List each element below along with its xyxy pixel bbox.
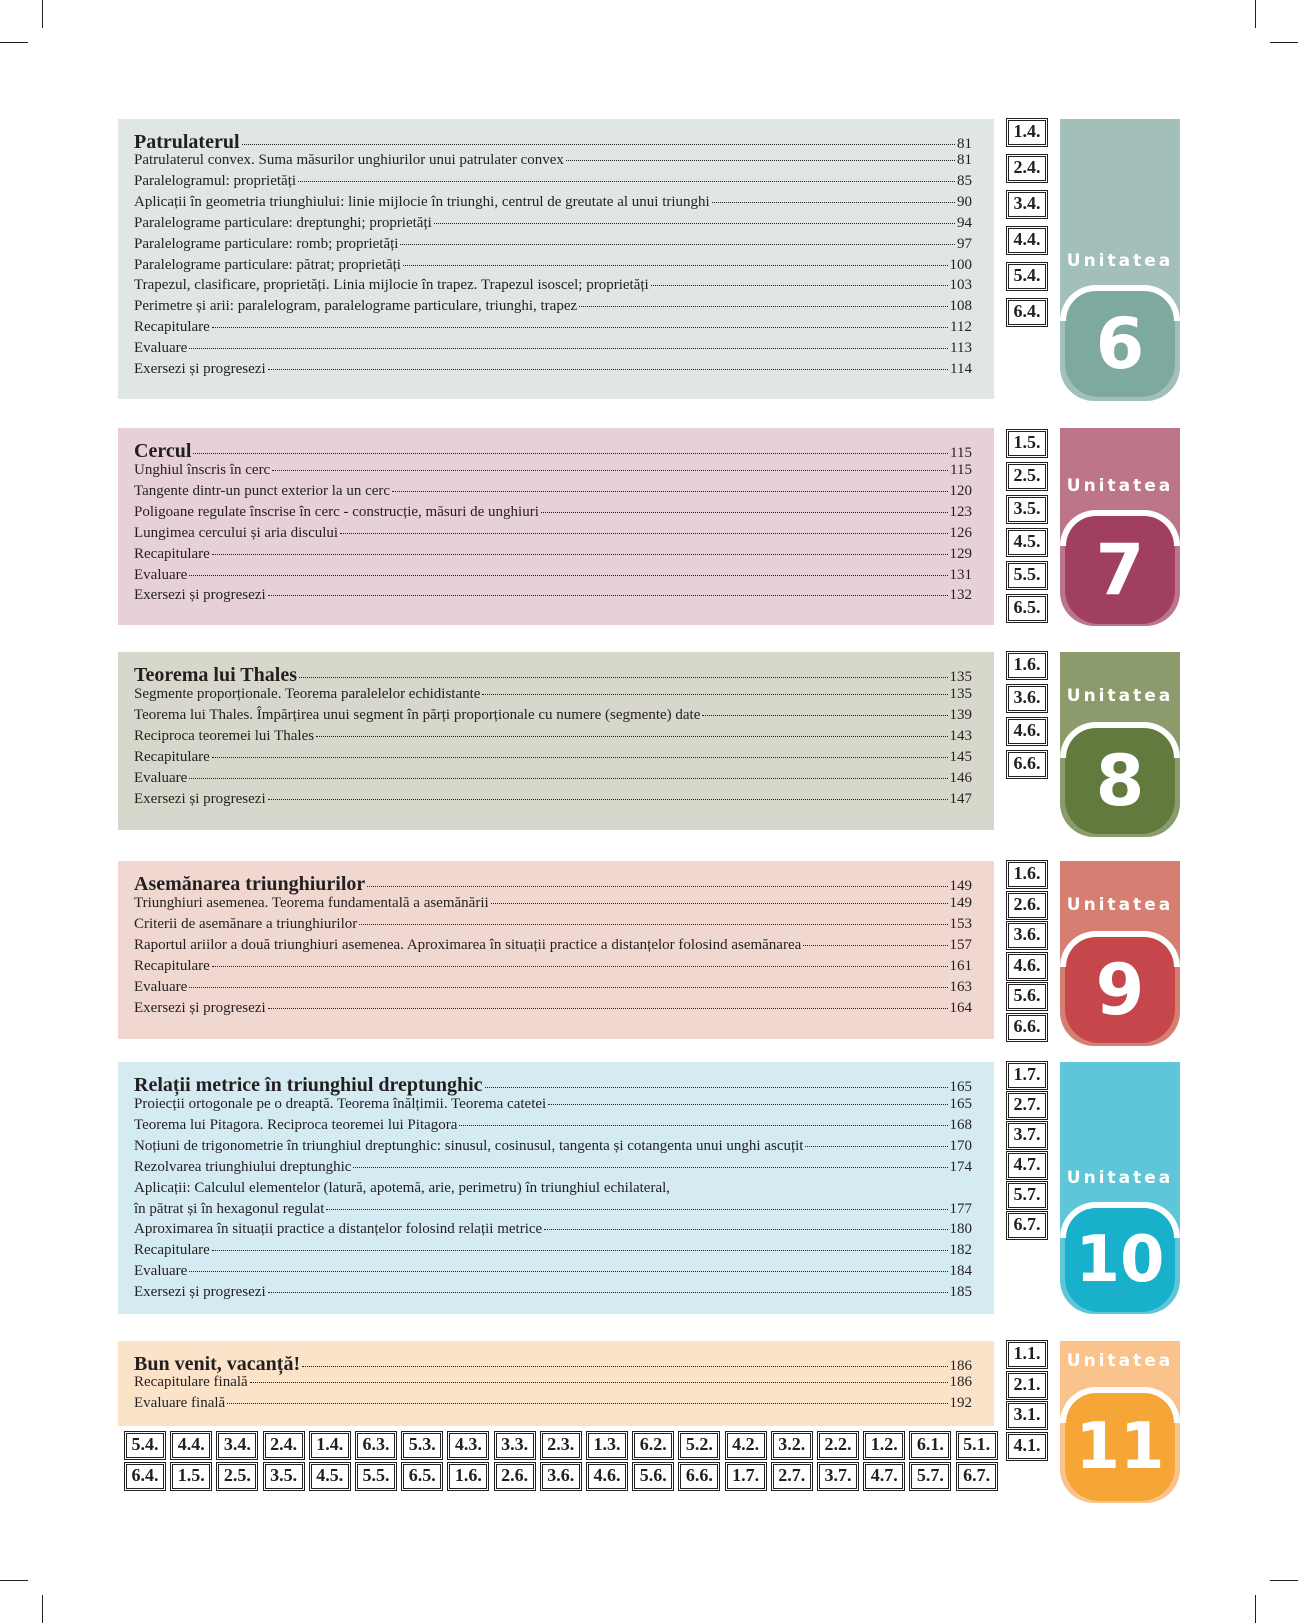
toc-entry[interactable] bbox=[134, 1263, 972, 1280]
entry-title: Paralelograme particulare: pătrat; proprietăți bbox=[134, 256, 401, 273]
competency-badge: 1.7. bbox=[1008, 1063, 1046, 1088]
competency-badge: 2.4. bbox=[265, 1433, 303, 1458]
dot-leader bbox=[579, 305, 947, 307]
toc-entry[interactable] bbox=[134, 277, 972, 294]
entry-title: Exersezi și progresezi bbox=[134, 790, 266, 807]
toc-entry[interactable] bbox=[134, 215, 972, 232]
toc-entry[interactable] bbox=[134, 298, 972, 315]
competency-badge: 3.2. bbox=[773, 1433, 811, 1458]
unit-label: Unitatea bbox=[1066, 476, 1174, 496]
toc-entry[interactable] bbox=[134, 1201, 972, 1218]
unit-number: 8 bbox=[1065, 728, 1175, 834]
dot-leader bbox=[227, 1402, 947, 1404]
toc-entry[interactable] bbox=[134, 194, 972, 211]
toc-entry[interactable] bbox=[134, 1180, 972, 1197]
toc-entry[interactable] bbox=[134, 587, 972, 604]
toc-entry[interactable] bbox=[134, 1117, 972, 1134]
dot-leader bbox=[392, 490, 947, 492]
page-number: 185 bbox=[949, 1284, 972, 1301]
unit-number: 9 bbox=[1065, 937, 1175, 1043]
entry-title: Evaluare bbox=[134, 769, 188, 786]
competency-badge: 5.3. bbox=[403, 1433, 441, 1458]
crop-mark bbox=[1255, 0, 1256, 28]
unit-title-row[interactable] bbox=[134, 1353, 972, 1376]
entry-title: Rezolvarea triunghiului dreptunghic bbox=[134, 1158, 352, 1175]
toc-entry[interactable] bbox=[134, 152, 972, 169]
competency-badge: 5.1. bbox=[958, 1433, 996, 1458]
entry-title: Proiecții ortogonale pe o dreaptă. Teorema înălțimii. Teorema catetei bbox=[134, 1096, 547, 1112]
page-number: 90 bbox=[957, 193, 972, 210]
competency-badge: 6.5. bbox=[1008, 596, 1046, 621]
dot-leader bbox=[189, 777, 947, 779]
competency-badge: 5.7. bbox=[911, 1464, 949, 1489]
competency-badge: 4.1. bbox=[1008, 1434, 1046, 1459]
crop-mark bbox=[1270, 42, 1298, 43]
competency-badge: 3.6. bbox=[1008, 923, 1046, 948]
page-number: 131 bbox=[949, 566, 972, 583]
page-number: 149 bbox=[949, 895, 972, 911]
page-number: 149 bbox=[949, 878, 972, 894]
competency-badge: 5.6. bbox=[634, 1464, 672, 1489]
toc-entry[interactable] bbox=[134, 979, 972, 996]
dot-leader bbox=[189, 1270, 947, 1272]
competency-badge: 5.6. bbox=[1008, 984, 1046, 1009]
competency-badge: 3.7. bbox=[1008, 1123, 1046, 1148]
toc-entry[interactable] bbox=[134, 483, 972, 500]
page-number: 94 bbox=[957, 214, 972, 231]
page-number: 177 bbox=[949, 1200, 972, 1217]
competency-badge: 1.4. bbox=[1008, 120, 1046, 145]
entry-title: Recapitulare bbox=[134, 1242, 210, 1259]
toc-box bbox=[118, 652, 994, 830]
toc-box bbox=[118, 1062, 994, 1314]
toc-entry[interactable] bbox=[134, 937, 972, 954]
entry-title: Evaluare bbox=[134, 566, 188, 583]
competency-badge: 1.6. bbox=[1008, 653, 1046, 678]
dot-leader bbox=[566, 159, 955, 161]
page-number: 192 bbox=[949, 1394, 972, 1411]
page-number: 147 bbox=[949, 790, 972, 807]
dot-leader bbox=[299, 676, 948, 678]
dot-leader bbox=[250, 1381, 948, 1383]
toc-entry[interactable] bbox=[134, 916, 972, 933]
toc-entry[interactable] bbox=[134, 1242, 972, 1259]
entry-title: Teorema lui Thales. Împărțirea unui segment în părți proporționale cu numere (segmente) date bbox=[134, 706, 701, 723]
dot-leader bbox=[189, 986, 947, 988]
competency-badge: 1.5. bbox=[1008, 431, 1046, 456]
toc-entry[interactable] bbox=[134, 728, 972, 745]
page-number: 132 bbox=[949, 587, 972, 604]
competency-badge: 6.7. bbox=[1008, 1213, 1046, 1238]
entry-title: Tangente dintr-un punct exterior la un cerc bbox=[134, 482, 391, 499]
crop-mark bbox=[1270, 1580, 1298, 1581]
entry-title: Paralelograme particulare: romb; proprietăți bbox=[134, 235, 399, 252]
toc-entry[interactable] bbox=[134, 1284, 972, 1301]
unit-title-row[interactable] bbox=[134, 440, 972, 463]
page-number: 165 bbox=[949, 1079, 972, 1095]
entry-title: Evaluare finală bbox=[134, 1394, 226, 1411]
dot-leader bbox=[434, 222, 955, 224]
page-number: 163 bbox=[949, 978, 972, 995]
dot-leader bbox=[326, 1208, 947, 1210]
unit-tab[interactable] bbox=[1060, 428, 1180, 626]
unit-tab[interactable] bbox=[1060, 861, 1180, 1046]
competency-badge: 2.4. bbox=[1008, 156, 1046, 181]
unit-label: Unitatea bbox=[1066, 1351, 1174, 1371]
dot-leader bbox=[400, 243, 955, 245]
page-number: 115 bbox=[950, 445, 972, 461]
page-number: 135 bbox=[949, 669, 972, 685]
entry-title: Recapitulare bbox=[134, 545, 210, 562]
entry-title: Evaluare bbox=[134, 340, 188, 357]
page-number: 186 bbox=[949, 1374, 972, 1390]
page-number: 146 bbox=[949, 769, 972, 786]
competency-badge: 3.5. bbox=[1008, 497, 1046, 522]
competency-badge: 4.5. bbox=[1008, 530, 1046, 555]
crop-mark bbox=[1255, 1595, 1256, 1623]
unit-tab[interactable] bbox=[1060, 119, 1180, 401]
unit-title: Cercul bbox=[134, 440, 192, 462]
toc-entry[interactable] bbox=[134, 361, 972, 378]
competency-badge: 4.5. bbox=[311, 1464, 349, 1489]
entry-title: Exersezi și progresezi bbox=[134, 1284, 266, 1301]
page-number: 182 bbox=[949, 1242, 972, 1259]
dot-leader bbox=[212, 1249, 948, 1251]
dot-leader bbox=[268, 798, 948, 800]
competency-badge: 6.6. bbox=[680, 1464, 718, 1489]
page-number: 145 bbox=[949, 748, 972, 765]
entry-title: Patrulaterul convex. Suma măsurilor unghiurilor unui patrulater convex bbox=[134, 152, 564, 168]
dot-leader bbox=[544, 1228, 947, 1230]
dot-leader bbox=[651, 284, 948, 286]
competency-badge: 1.4. bbox=[311, 1433, 349, 1458]
page-number: 135 bbox=[949, 686, 972, 702]
dot-leader bbox=[805, 1145, 947, 1147]
page-number: 81 bbox=[957, 136, 972, 152]
competency-badge: 5.5. bbox=[1008, 563, 1046, 588]
page-number: 81 bbox=[957, 152, 972, 168]
competency-badge: 2.5. bbox=[218, 1464, 256, 1489]
competency-badge: 2.1. bbox=[1008, 1373, 1046, 1398]
dot-leader bbox=[298, 180, 955, 182]
entry-title: Perimetre și arii: paralelogram, paralelograme particulare, triunghi, trapez bbox=[134, 298, 578, 315]
competency-badge: 6.7. bbox=[958, 1464, 996, 1489]
unit-label: Unitatea bbox=[1066, 895, 1174, 915]
unit-number: 10 bbox=[1065, 1208, 1175, 1312]
competency-badge: 6.1. bbox=[911, 1433, 949, 1458]
competency-badge: 5.5. bbox=[357, 1464, 395, 1489]
unit-title-row[interactable] bbox=[134, 131, 972, 154]
toc-entry[interactable] bbox=[134, 257, 972, 274]
toc-entry[interactable] bbox=[134, 525, 972, 542]
unit-title: Patrulaterul bbox=[134, 131, 240, 153]
competency-badge: 4.7. bbox=[1008, 1153, 1046, 1178]
entry-title: Unghiul înscris în cerc bbox=[134, 462, 271, 478]
toc-entry[interactable] bbox=[134, 749, 972, 766]
page-number: 108 bbox=[949, 298, 972, 315]
toc-entry[interactable] bbox=[134, 895, 972, 912]
competency-badge: 6.4. bbox=[126, 1464, 164, 1489]
dot-leader bbox=[268, 594, 948, 596]
entry-title: în pătrat și în hexagonul regulat bbox=[134, 1200, 325, 1217]
competency-badge: 1.2. bbox=[865, 1433, 903, 1458]
toc-entry[interactable] bbox=[134, 1221, 972, 1238]
dot-leader bbox=[189, 347, 948, 349]
entry-title: Paralelograme particulare: dreptunghi; proprietăți bbox=[134, 214, 432, 231]
entry-title: Paralelogramul: proprietăți bbox=[134, 172, 297, 189]
entry-title: Recapitulare finală bbox=[134, 1374, 248, 1390]
page-number: 184 bbox=[949, 1263, 972, 1280]
competency-badge: 3.6. bbox=[542, 1464, 580, 1489]
competency-badge: 4.3. bbox=[449, 1433, 487, 1458]
competency-badge: 6.5. bbox=[403, 1464, 441, 1489]
entry-title: Teorema lui Pitagora. Reciproca teoremei lui Pitagora bbox=[134, 1116, 458, 1133]
toc-entry[interactable] bbox=[134, 462, 972, 479]
toc-entry[interactable] bbox=[134, 567, 972, 584]
toc-entry[interactable] bbox=[134, 791, 972, 808]
unit-label: Unitatea bbox=[1066, 1168, 1174, 1188]
entry-title: Exersezi și progresezi bbox=[134, 999, 266, 1016]
unit-number: 6 bbox=[1065, 291, 1175, 397]
unit-title: Asemănarea triunghiurilor bbox=[134, 873, 366, 895]
entry-title: Exersezi și progresezi bbox=[134, 361, 266, 377]
toc-entry[interactable] bbox=[134, 1000, 972, 1017]
dot-leader bbox=[403, 264, 948, 266]
page-number: 143 bbox=[949, 727, 972, 744]
competency-badge: 2.5. bbox=[1008, 464, 1046, 489]
entry-title: Recapitulare bbox=[134, 319, 210, 336]
page-number: 103 bbox=[949, 277, 972, 294]
unit-number: 11 bbox=[1065, 1393, 1175, 1501]
toc-box bbox=[118, 428, 994, 625]
page-number: 85 bbox=[957, 172, 972, 189]
page-number: 165 bbox=[949, 1096, 972, 1112]
page-number: 114 bbox=[950, 361, 972, 377]
competency-badge: 4.6. bbox=[1008, 719, 1046, 744]
entry-title: Triunghiuri asemenea. Teorema fundamentală a asemănării bbox=[134, 895, 489, 911]
toc-entry[interactable] bbox=[134, 546, 972, 563]
crop-mark bbox=[0, 1580, 28, 1581]
dot-leader bbox=[353, 1166, 947, 1168]
toc-entry[interactable] bbox=[134, 319, 972, 336]
dot-leader bbox=[212, 326, 948, 328]
dot-leader bbox=[459, 1124, 947, 1126]
toc-entry[interactable] bbox=[134, 1374, 972, 1391]
competency-badge: 3.5. bbox=[265, 1464, 303, 1489]
entry-title: Aproximarea în situații practice a distanțelor folosind relații metrice bbox=[134, 1221, 543, 1238]
entry-title: Poligoane regulate înscrise în cerc - construcție, măsuri de unghiuri bbox=[134, 503, 539, 520]
competency-badge: 1.3. bbox=[588, 1433, 626, 1458]
competency-badge: 2.6. bbox=[1008, 893, 1046, 918]
page-number: 112 bbox=[950, 319, 972, 336]
dot-leader bbox=[193, 452, 948, 454]
unit-tab[interactable] bbox=[1060, 652, 1180, 837]
toc-entry[interactable] bbox=[134, 770, 972, 787]
unit-tab[interactable] bbox=[1060, 1341, 1180, 1503]
competency-badge: 1.5. bbox=[172, 1464, 210, 1489]
page-number: 97 bbox=[957, 235, 972, 252]
dot-leader bbox=[482, 693, 947, 695]
dot-leader bbox=[212, 965, 948, 967]
toc-box bbox=[118, 119, 994, 399]
toc-entry[interactable] bbox=[134, 340, 972, 357]
toc-entry[interactable] bbox=[134, 236, 972, 253]
dot-leader bbox=[712, 201, 955, 203]
competency-badge: 2.3. bbox=[542, 1433, 580, 1458]
entry-title: Criterii de asemănare a triunghiurilor bbox=[134, 915, 358, 932]
dot-leader bbox=[485, 1086, 948, 1088]
dot-leader bbox=[672, 1188, 970, 1189]
page-number: 123 bbox=[949, 503, 972, 520]
entry-title: Recapitulare bbox=[134, 957, 210, 974]
page-number: 115 bbox=[950, 462, 972, 478]
entry-title: Reciproca teoremei lui Thales bbox=[134, 727, 315, 744]
page-number: 168 bbox=[949, 1116, 972, 1133]
competency-badge: 6.4. bbox=[1008, 300, 1046, 325]
entry-title: Aplicații: Calculul elementelor (latură, apotemă, arie, perimetru) în triunghiul echilateral, bbox=[134, 1179, 671, 1196]
competency-badge: 4.4. bbox=[1008, 228, 1046, 253]
toc-entry[interactable] bbox=[134, 1138, 972, 1155]
dot-leader bbox=[340, 532, 947, 534]
crop-mark bbox=[42, 0, 43, 28]
dot-leader bbox=[189, 574, 947, 576]
competency-badge: 3.6. bbox=[1008, 686, 1046, 711]
competency-badge: 4.7. bbox=[865, 1464, 903, 1489]
competency-badge: 2.7. bbox=[773, 1464, 811, 1489]
dot-leader bbox=[268, 368, 948, 370]
entry-title: Aplicații în geometria triunghiului: linie mijlocie în triunghi, centrul de greutate al unui triunghi bbox=[134, 193, 710, 210]
toc-entry[interactable] bbox=[134, 173, 972, 190]
toc-entry[interactable] bbox=[134, 707, 972, 724]
competency-badge: 2.2. bbox=[819, 1433, 857, 1458]
page-number: 180 bbox=[949, 1221, 972, 1238]
unit-title: Relații metrice în triunghiul dreptunghic bbox=[134, 1074, 483, 1096]
competency-badge: 2.7. bbox=[1008, 1093, 1046, 1118]
page-number: 170 bbox=[949, 1137, 972, 1154]
page-number: 174 bbox=[949, 1158, 972, 1175]
competency-badge: 5.4. bbox=[126, 1433, 164, 1458]
dot-leader bbox=[803, 944, 947, 946]
toc-box bbox=[118, 1341, 994, 1426]
entry-title: Evaluare bbox=[134, 1263, 188, 1280]
unit-title-row[interactable] bbox=[134, 873, 972, 896]
toc-entry[interactable] bbox=[134, 686, 972, 703]
competency-badge: 5.4. bbox=[1008, 264, 1046, 289]
entry-title: Segmente proporționale. Teorema paralelelor echidistante bbox=[134, 686, 481, 702]
competency-badge: 4.2. bbox=[727, 1433, 765, 1458]
crop-mark bbox=[42, 1595, 43, 1623]
competency-badge: 4.6. bbox=[1008, 954, 1046, 979]
competency-badge: 1.7. bbox=[727, 1464, 765, 1489]
page-number: 186 bbox=[949, 1358, 972, 1374]
dot-leader bbox=[272, 469, 948, 471]
competency-badge: 2.6. bbox=[496, 1464, 534, 1489]
toc-entry[interactable] bbox=[134, 958, 972, 975]
competency-badge: 3.4. bbox=[1008, 192, 1046, 217]
dot-leader bbox=[302, 1365, 947, 1367]
toc-entry[interactable] bbox=[134, 1159, 972, 1176]
dot-leader bbox=[359, 923, 947, 925]
page-number: 120 bbox=[949, 482, 972, 499]
page-number: 161 bbox=[949, 957, 972, 974]
competency-badge: 4.6. bbox=[588, 1464, 626, 1489]
competency-badge: 6.6. bbox=[1008, 1015, 1046, 1040]
page-number: 129 bbox=[949, 545, 972, 562]
competency-badge: 5.7. bbox=[1008, 1183, 1046, 1208]
unit-title: Bun venit, vacanță! bbox=[134, 1353, 301, 1375]
unit-tab[interactable] bbox=[1060, 1062, 1180, 1314]
unit-title-row[interactable] bbox=[134, 664, 972, 687]
entry-title: Lungimea cercului și aria discului bbox=[134, 524, 339, 541]
competency-badge: 5.2. bbox=[680, 1433, 718, 1458]
dot-leader bbox=[212, 553, 948, 555]
entry-title: Evaluare bbox=[134, 978, 188, 995]
competency-badge: 1.1. bbox=[1008, 1342, 1046, 1367]
dot-leader bbox=[548, 1103, 947, 1105]
entry-title: Raportul ariilor a două triunghiuri asemenea. Aproximarea în situații practice a distanțelor folosind asemănarea bbox=[134, 936, 802, 953]
page-number: 139 bbox=[949, 706, 972, 723]
competency-badge: 3.4. bbox=[218, 1433, 256, 1458]
toc-entry[interactable] bbox=[134, 504, 972, 521]
toc-entry[interactable] bbox=[134, 1395, 972, 1412]
unit-title: Teorema lui Thales bbox=[134, 664, 297, 686]
toc-box bbox=[118, 861, 994, 1039]
competency-badge: 3.1. bbox=[1008, 1403, 1046, 1428]
entry-title: Recapitulare bbox=[134, 748, 210, 765]
competency-badge: 6.2. bbox=[634, 1433, 672, 1458]
dot-leader bbox=[491, 902, 948, 904]
page-number: 153 bbox=[949, 915, 972, 932]
page-number: 164 bbox=[949, 999, 972, 1016]
competency-badge: 1.6. bbox=[1008, 862, 1046, 887]
entry-title: Trapezul, clasificare, proprietăți. Linia mijlocie în trapez. Trapezul isoscel; proprietăți bbox=[134, 277, 649, 294]
competency-badge: 4.4. bbox=[172, 1433, 210, 1458]
dot-leader bbox=[242, 143, 955, 145]
dot-leader bbox=[702, 714, 947, 716]
page-number: 100 bbox=[949, 256, 972, 273]
unit-label: Unitatea bbox=[1066, 686, 1174, 706]
page-number: 126 bbox=[949, 524, 972, 541]
dot-leader bbox=[541, 511, 948, 513]
unit-title-row[interactable] bbox=[134, 1074, 972, 1097]
dot-leader bbox=[268, 1291, 948, 1293]
competency-badge: 6.6. bbox=[1008, 752, 1046, 777]
page-number: 157 bbox=[949, 936, 972, 953]
toc-entry[interactable] bbox=[134, 1096, 972, 1113]
unit-label: Unitatea bbox=[1066, 251, 1174, 271]
entry-title: Exersezi și progresezi bbox=[134, 587, 266, 604]
dot-leader bbox=[268, 1007, 948, 1009]
competency-badge: 6.3. bbox=[357, 1433, 395, 1458]
dot-leader bbox=[212, 756, 948, 758]
page-number: 113 bbox=[950, 340, 972, 357]
entry-title: Noțiuni de trigonometrie în triunghiul dreptunghic: sinusul, cosinusul, tangenta și cotangenta unui unghi ascuțit bbox=[134, 1137, 804, 1154]
competency-badge: 3.7. bbox=[819, 1464, 857, 1489]
unit-number: 7 bbox=[1065, 516, 1175, 624]
competency-badge: 3.3. bbox=[496, 1433, 534, 1458]
dot-leader bbox=[367, 885, 947, 887]
dot-leader bbox=[316, 735, 947, 737]
competency-badge: 1.6. bbox=[449, 1464, 487, 1489]
crop-mark bbox=[0, 42, 28, 43]
